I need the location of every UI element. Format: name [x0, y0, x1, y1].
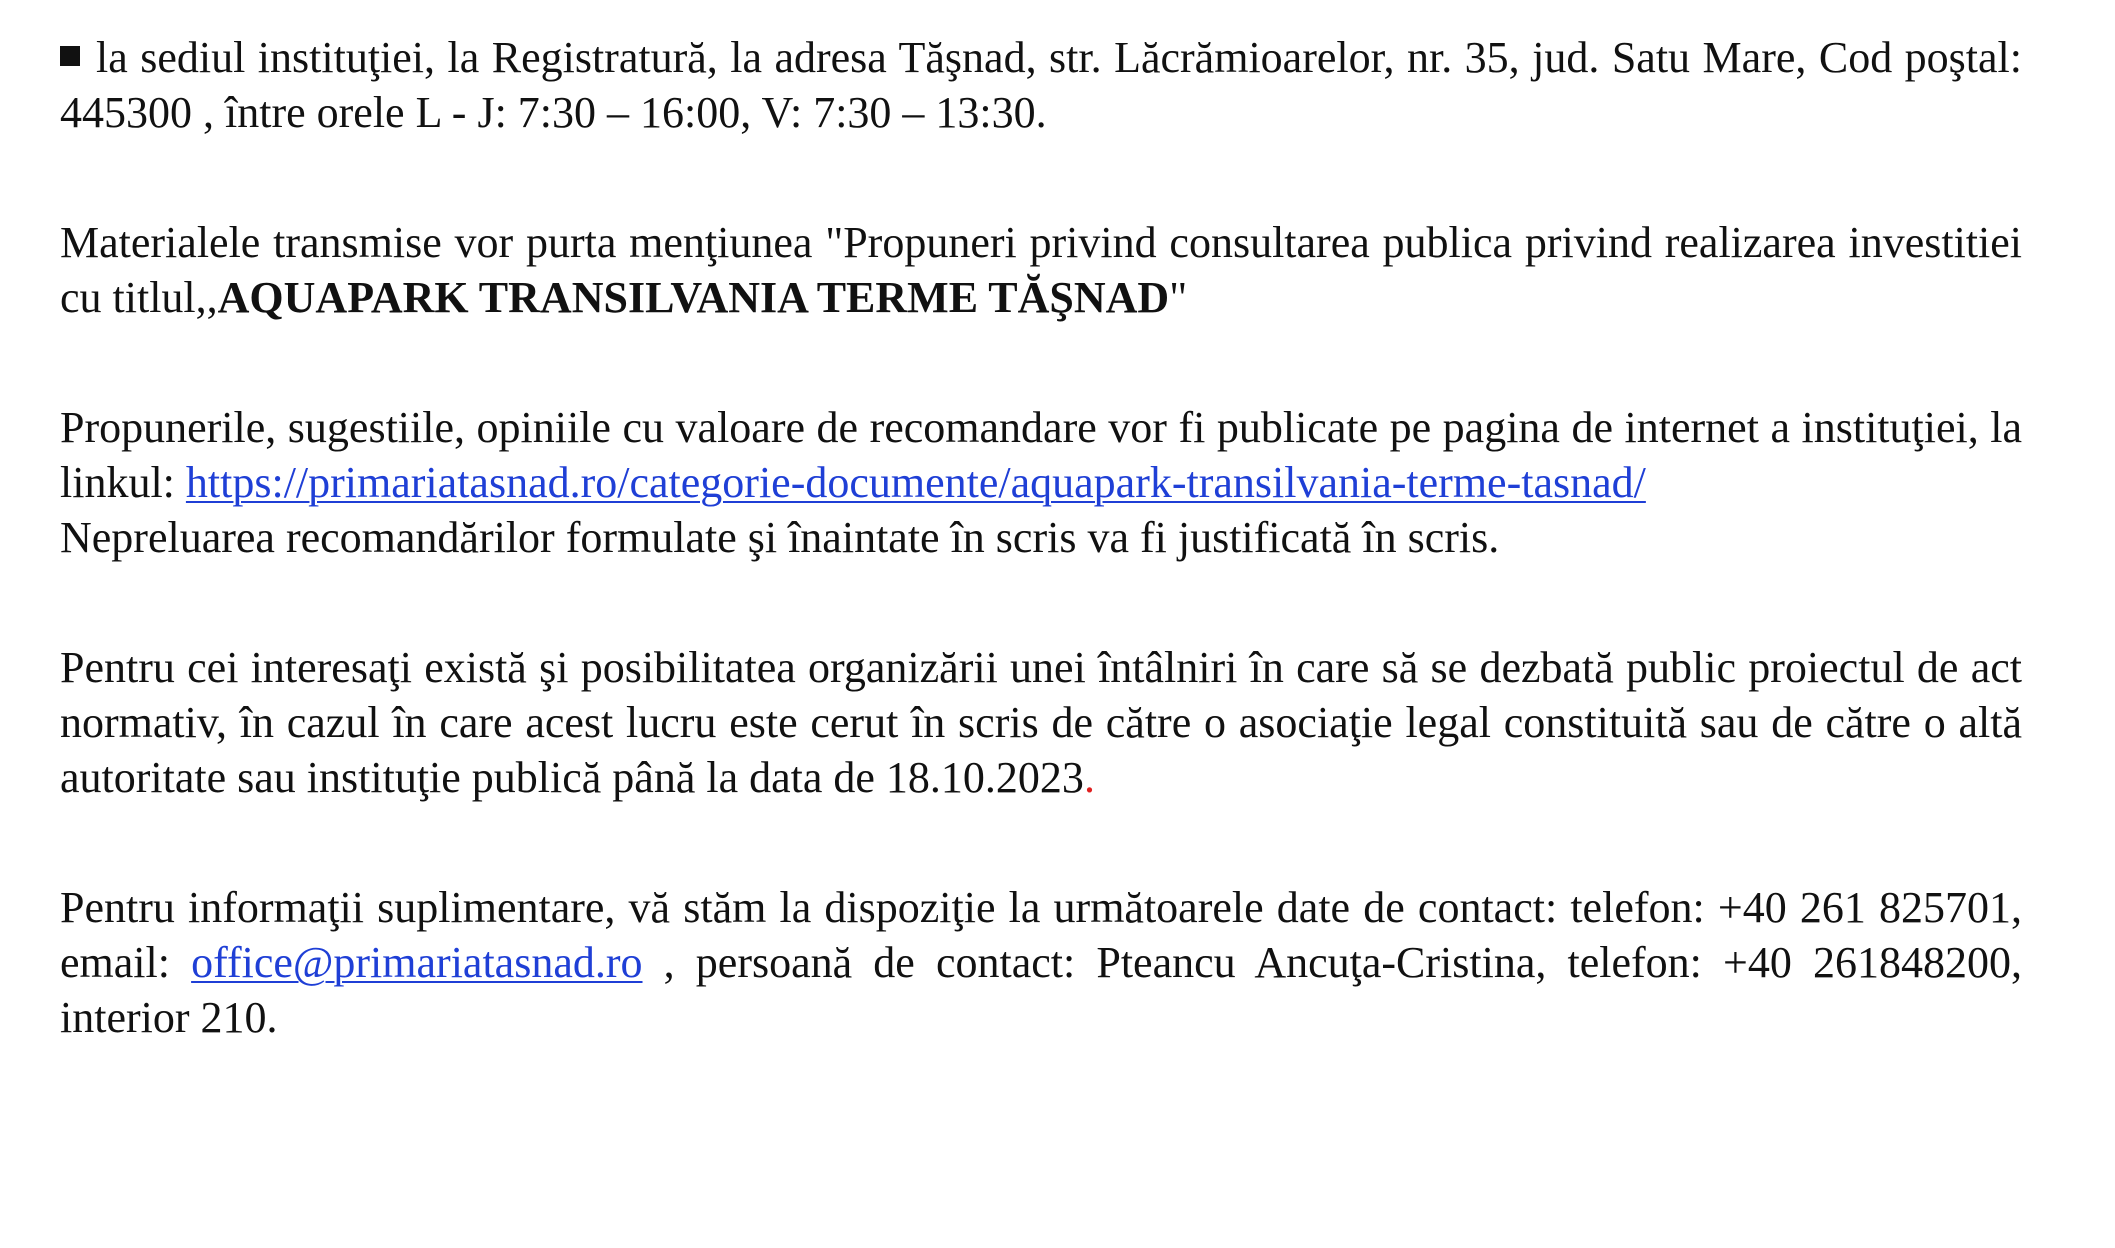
paragraph-contact-info	[60, 880, 2022, 1045]
materials-mention-closing-quote: "	[1169, 273, 1188, 322]
paragraph-materials-mention	[60, 215, 2022, 325]
paragraph-submission-address	[60, 30, 2022, 140]
contact-person-text: , persoană de contact: Pteancu Ancuţa-Cristina, telefon: +40 261848200, interior 210.	[60, 938, 2022, 1042]
red-period: .	[1083, 753, 1095, 802]
contact-text: Pentru informaţii suplimentare, vă stăm la dispoziţie la următoarele date de contact: telefon: +40 261 825701, email:	[60, 883, 2022, 987]
public-debate-text: Pentru cei interesaţi există şi posibilitatea organizării unei întâlniri în care să se dezbată public proiectul de act normativ, în cazul în care acest lucru este cerut în scris de către o asociaţie legal constituită sau de către o altă autoritate sau instituţie publică până la data de 18.10.2023	[60, 643, 2022, 802]
document-page	[60, 30, 2022, 1120]
paragraph-public-debate	[60, 640, 2022, 805]
square-bullet-icon	[60, 46, 80, 66]
project-title: AQUAPARK TRANSILVANIA TERME TĂŞNAD	[217, 273, 1170, 322]
email-link[interactable]: office@primariatasnad.ro	[191, 938, 643, 987]
paragraph-publication-link	[60, 400, 2022, 510]
paragraph-non-adoption	[60, 510, 2022, 565]
submission-address-text: la sediul instituţiei, la Registratură, la adresa Tăşnad, str. Lăcrămioarelor, nr. 35, jud. Satu Mare, Cod poştal: 445300 , între orele L - J: 7:30 – 16:00, V: 7:30 – 13:30.	[60, 33, 2022, 137]
materials-mention-text: Materialele transmise vor purta menţiunea "Propuneri privind consultarea publica privind realizarea investitiei cu titlul,,	[60, 218, 2022, 322]
publication-text: Propunerile, sugestiile, opiniile cu valoare de recomandare vor fi publicate pe pagina de internet a instituţiei, la linkul:	[60, 403, 2022, 507]
non-adoption-text: Nepreluarea recomandărilor formulate şi înaintate în scris va fi justificată în scris.	[60, 513, 1500, 562]
documents-link[interactable]: https://primariatasnad.ro/categorie-documente/aquapark-transilvania-terme-tasnad/	[185, 458, 1646, 507]
